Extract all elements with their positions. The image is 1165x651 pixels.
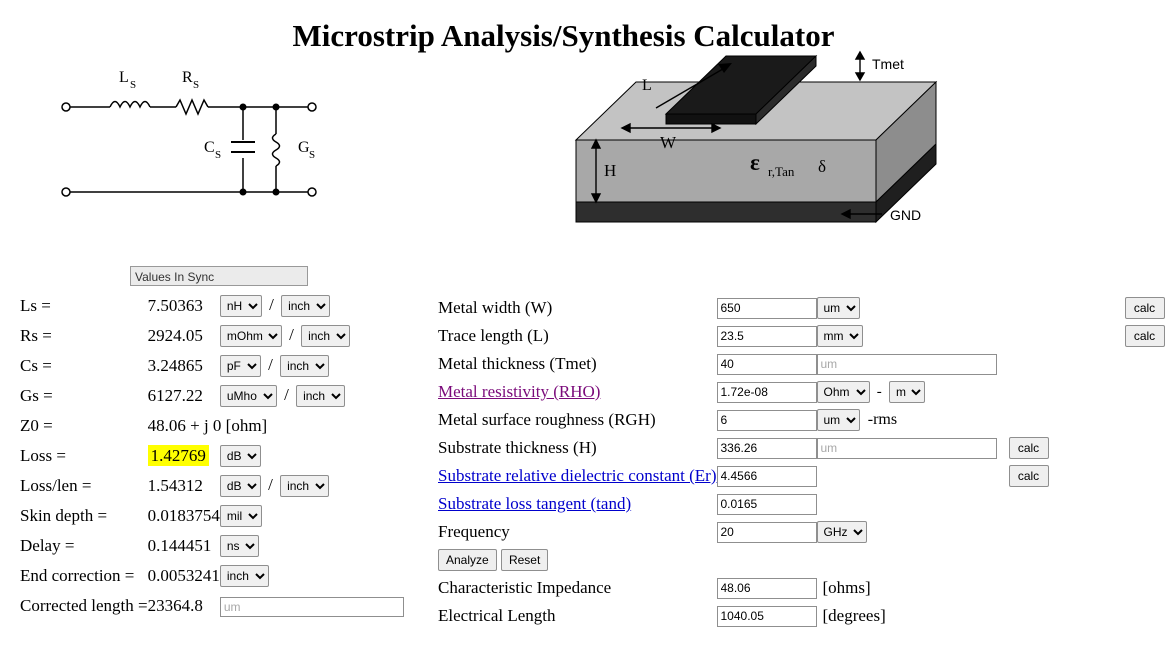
length-unit-select-gs[interactable]: [296, 385, 345, 407]
circuit-label-cs: C: [204, 139, 215, 156]
result-unit-cell-end-correction: [220, 562, 404, 592]
microstrip-stackup-diagram: [560, 52, 980, 257]
reset-button[interactable]: Reset: [501, 549, 548, 571]
form-unit-cell-surface-roughness: [817, 406, 1165, 434]
result-row-gs: [20, 382, 404, 412]
trace-length-calc-button[interactable]: calc: [1125, 325, 1165, 347]
form-calc-cell-trace-length: [997, 322, 1165, 350]
substrate-thickness-unit-input[interactable]: [817, 438, 997, 459]
output-label-electrical-length: Electrical Length: [438, 606, 556, 625]
substrate-thickness-calc-button[interactable]: calc: [1009, 437, 1049, 459]
result-label-z0: Z0 =: [20, 416, 53, 435]
result-value-ls: 7.50363: [147, 296, 203, 315]
circuit-label-cs-sub: S: [215, 149, 222, 161]
stackup-label-epsilon-sub: r,Tan: [768, 164, 795, 179]
circuit-label-gs: G: [298, 139, 310, 156]
circuit-label-rs: R: [182, 69, 193, 86]
form-input-cell-trace-length: [717, 322, 817, 350]
result-value-loss-cell: [148, 442, 220, 472]
metal-resistivity-unit-select[interactable]: [817, 381, 870, 403]
electrical-length-units: [degrees]: [822, 606, 886, 625]
form-label-substrate-thickness: Substrate thickness (H): [438, 438, 597, 457]
form-input-cell-substrate-thickness: [717, 434, 817, 462]
result-unit-cell-loss-per-len: [220, 472, 404, 502]
form-row-substrate-thickness: [438, 434, 1165, 462]
form-unit-cell-loss-tangent: [817, 490, 1165, 518]
metal-resistivity-length-unit-select[interactable]: [889, 381, 925, 403]
unit-select-loss[interactable]: [220, 445, 261, 467]
output-units-cell-electrical-length: [817, 602, 1165, 630]
result-label-cs: Cs =: [20, 356, 52, 375]
form-label-metal-thickness: Metal thickness (Tmet): [438, 354, 597, 373]
result-unit-cell-loss: [220, 442, 404, 472]
metal-resistivity-dash: -: [876, 384, 882, 400]
form-input-cell-metal-width: [717, 294, 817, 322]
result-unit-cell-delay: [220, 532, 404, 562]
result-unit-cell-ls: [220, 292, 404, 322]
output-input-cell-characteristic-impedance: [717, 574, 817, 602]
result-value-cs: 3.24865: [147, 356, 203, 375]
metal-width-unit-select[interactable]: [817, 297, 860, 319]
result-unit-cell-skin-depth: [220, 502, 404, 532]
form-label-loss-tangent-cell: [438, 490, 717, 518]
stackup-label-tmet: Tmet: [872, 56, 904, 72]
circuit-label-ls-sub: S: [130, 79, 137, 91]
result-value-corrected-length: 23364.8: [147, 596, 203, 615]
metal-width-input[interactable]: [717, 298, 817, 319]
form-unit-cell-metal-resistivity: [817, 378, 1165, 406]
metal-width-calc-button[interactable]: calc: [1125, 297, 1165, 319]
form-calc-cell-metal-width: [997, 294, 1165, 322]
electrical-length-output[interactable]: [717, 606, 817, 627]
page-title: Microstrip Analysis/Synthesis Calculator: [292, 18, 835, 53]
slash-cs: /: [268, 355, 273, 374]
analyze-button[interactable]: Analyze: [438, 549, 497, 571]
slash-gs: /: [284, 385, 289, 404]
form-row-electrical-length: [438, 602, 1165, 630]
form-label-trace-length: Trace length (L): [438, 326, 549, 345]
form-input-cell-dielectric-constant: [717, 462, 817, 490]
result-value-loss: 1.42769: [148, 445, 209, 466]
lumped-circuit-diagram: [60, 62, 380, 217]
result-label-delay: Delay =: [20, 536, 75, 555]
result-row-loss: [20, 442, 404, 472]
dielectric-constant-input[interactable]: [717, 466, 817, 487]
form-row-metal-width: [438, 294, 1165, 322]
unit-select-delay[interactable]: [220, 535, 259, 557]
output-units-cell-characteristic-impedance: [817, 574, 1165, 602]
stackup-label-delta: δ: [818, 157, 827, 176]
surface-roughness-input[interactable]: [717, 410, 817, 431]
unit-select-rs[interactable]: [220, 325, 282, 347]
form-unit-cell-dielectric-constant: [817, 462, 997, 490]
result-row-loss-per-len: [20, 472, 404, 502]
metal-resistivity-link[interactable]: Metal resistivity (RHO): [438, 382, 601, 401]
trace-length-input[interactable]: [717, 326, 817, 347]
surface-roughness-unit-select[interactable]: [817, 409, 860, 431]
form-row-trace-length: [438, 322, 1165, 350]
trace-length-unit-select[interactable]: [817, 325, 863, 347]
loss-tangent-link[interactable]: Substrate loss tangent (tand): [438, 494, 632, 513]
result-unit-cell-corrected-length: [220, 592, 404, 622]
result-value-end-correction: 0.0053241: [147, 566, 220, 585]
result-row-cs: [20, 352, 404, 382]
result-row-corrected-length: [20, 592, 404, 622]
result-value-rs: 2924.05: [147, 326, 203, 345]
stackup-label-gnd: GND: [890, 207, 922, 223]
metal-resistivity-input[interactable]: [717, 382, 817, 403]
length-unit-select-ls[interactable]: [281, 295, 330, 317]
result-value-loss-per-len: 1.54312: [147, 476, 203, 495]
unit-select-loss-per-len[interactable]: [220, 475, 261, 497]
form-input-cell-surface-roughness: [717, 406, 817, 434]
circuit-label-ls: L: [119, 69, 129, 86]
circuit-label-rs-sub: S: [193, 79, 200, 91]
slash-ls: /: [269, 295, 274, 314]
form-label-surface-roughness: Metal surface roughness (RGH): [438, 410, 656, 429]
dielectric-constant-calc-button[interactable]: calc: [1009, 465, 1049, 487]
slash-loss-per-len: /: [268, 475, 273, 494]
form-input-cell-frequency: [717, 518, 817, 546]
form-unit-cell-frequency: [817, 518, 1165, 546]
form-row-characteristic-impedance: [438, 574, 1165, 602]
stackup-svg: [560, 52, 980, 252]
result-row-skin-depth: [20, 502, 404, 532]
form-label-dielectric-constant-cell: [438, 462, 717, 490]
characteristic-impedance-output[interactable]: [717, 578, 817, 599]
form-calc-cell-substrate-thickness: [997, 434, 1165, 462]
loss-tangent-input[interactable]: [717, 494, 817, 515]
metal-thickness-unit-input[interactable]: [817, 354, 997, 375]
unit-select-cs[interactable]: [220, 355, 261, 377]
result-row-delay: [20, 532, 404, 562]
circuit-svg: [60, 62, 380, 212]
circuit-label-gs-sub: S: [309, 149, 316, 161]
length-unit-select-rs[interactable]: [301, 325, 350, 347]
result-label-loss: Loss =: [20, 446, 66, 465]
result-label-end-correction: End correction =: [20, 566, 135, 585]
frequency-input[interactable]: [717, 522, 817, 543]
stackup-label-l: L: [642, 77, 652, 94]
result-unit-cell-cs: [220, 352, 404, 382]
stackup-label-w: W: [660, 133, 677, 152]
form-input-cell-metal-resistivity: [717, 378, 817, 406]
result-label-ls: Ls =: [20, 296, 51, 315]
values-in-sync-status: Values In Sync: [130, 266, 308, 286]
form-row-frequency: [438, 518, 1165, 546]
stackup-label-h: H: [604, 161, 617, 180]
result-value-z0: 48.06 + j 0 [ohm]: [147, 416, 268, 435]
result-row-rs: [20, 322, 404, 352]
result-value-gs: 6127.22: [147, 386, 203, 405]
result-row-z0: [20, 412, 404, 442]
unit-select-skin-depth[interactable]: [220, 505, 262, 527]
result-value-skin-depth: 0.0183754: [147, 506, 220, 525]
form-unit-cell-substrate-thickness: [817, 434, 997, 462]
result-label-gs: Gs =: [20, 386, 53, 405]
form-unit-cell-metal-thickness: [817, 350, 1165, 378]
form-calc-cell-dielectric-constant: [997, 462, 1165, 490]
unit-select-ls[interactable]: [220, 295, 262, 317]
dielectric-constant-link[interactable]: Substrate relative dielectric constant (Er): [438, 466, 717, 485]
length-unit-select-cs[interactable]: [280, 355, 329, 377]
form-row-metal-resistivity: [438, 378, 1165, 406]
result-unit-cell-gs: [220, 382, 404, 412]
unit-select-gs[interactable]: [220, 385, 277, 407]
output-label-characteristic-impedance: Characteristic Impedance: [438, 578, 612, 597]
input-form-table: [438, 294, 1165, 630]
result-row-end-correction: [20, 562, 404, 592]
corrected-length-unit-input[interactable]: [220, 597, 404, 617]
metal-thickness-input[interactable]: [717, 354, 817, 375]
results-panel: [20, 266, 440, 622]
output-input-cell-electrical-length: [717, 602, 817, 630]
form-label-metal-resistivity-cell: [438, 378, 717, 406]
form-unit-cell-metal-width: [817, 294, 997, 322]
form-label-frequency: Frequency: [438, 522, 510, 541]
length-unit-select-loss-per-len[interactable]: [280, 475, 329, 497]
stackup-label-epsilon: ε: [750, 150, 760, 175]
surface-roughness-suffix: -rms: [867, 411, 898, 428]
input-form-panel: [438, 294, 1156, 630]
result-row-ls: [20, 292, 404, 322]
form-row-metal-thickness: [438, 350, 1165, 378]
form-row-dielectric-constant: [438, 462, 1165, 490]
result-label-corrected-length: Corrected length =: [20, 596, 148, 615]
results-table: [20, 292, 404, 622]
form-actions-cell: [438, 546, 717, 574]
form-input-cell-loss-tangent: [717, 490, 817, 518]
characteristic-impedance-units: [ohms]: [822, 578, 871, 597]
slash-rs: /: [289, 325, 294, 344]
form-unit-cell-trace-length: [817, 322, 997, 350]
result-value-delay: 0.144451: [147, 536, 212, 555]
form-input-cell-metal-thickness: [717, 350, 817, 378]
result-label-loss-per-len: Loss/len =: [20, 476, 92, 495]
form-row-actions: [438, 546, 1165, 574]
substrate-thickness-input[interactable]: [717, 438, 817, 459]
diagrams-row: [0, 54, 1127, 222]
form-label-metal-width: Metal width (W): [438, 298, 553, 317]
form-row-surface-roughness: [438, 406, 1165, 434]
unit-select-end-correction[interactable]: [220, 565, 269, 587]
form-row-loss-tangent: [438, 490, 1165, 518]
result-label-skin-depth: Skin depth =: [20, 506, 108, 525]
frequency-unit-select[interactable]: [817, 521, 867, 543]
result-label-rs: Rs =: [20, 326, 52, 345]
result-unit-cell-rs: [220, 322, 404, 352]
